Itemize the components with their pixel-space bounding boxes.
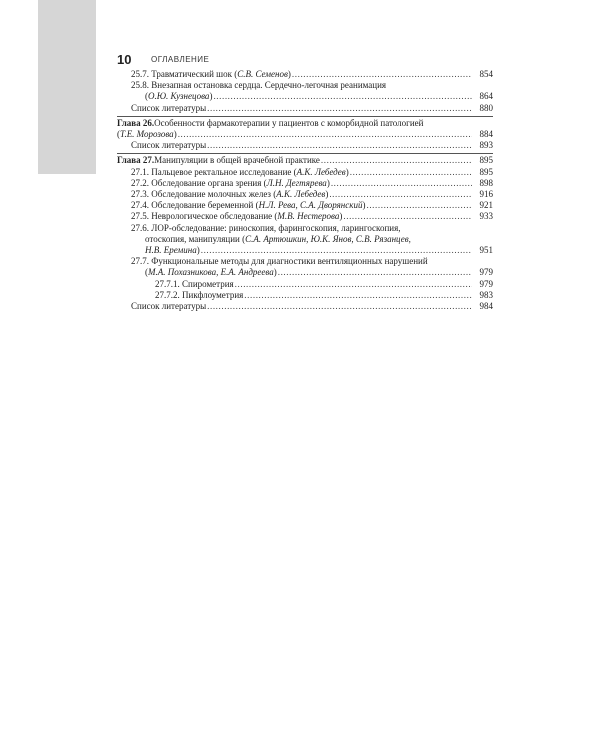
toc-entry-27-7-1[interactable]: 27.7.1. Спирометрия ..... 979: [117, 279, 493, 290]
page-edge-tab: [38, 0, 96, 174]
toc-entry-25-8-cont[interactable]: ( О.Ю. Кузнецова ) ..... 864: [117, 91, 493, 102]
toc-author: Л.Н. Дегтярева: [266, 177, 327, 188]
toc-author: А.К. Лебедев: [276, 189, 326, 200]
dot-leader: [207, 301, 472, 312]
toc-author: А.К. Лебедев: [296, 166, 346, 177]
toc-entry-27-6-cont[interactable]: отоскопия, манипуляции ( С.А. Артюшкин, Ю.К. Янов, С.В. Рязанцев,: [145, 233, 411, 244]
dot-leader: [178, 129, 472, 140]
toc-author: М.А. Похазникова, Е.А. Андреева: [148, 267, 274, 278]
dot-leader: [366, 200, 472, 211]
toc-page: 893: [479, 140, 493, 151]
dot-leader: [343, 211, 472, 222]
toc-page: 951: [479, 245, 493, 256]
toc-entry-27-6[interactable]: 27.6. ЛОР-обследование: риноскопия, фарингоскопия, ларингоскопия,: [131, 222, 401, 233]
dot-leader: [207, 140, 472, 151]
toc-entry-27-5[interactable]: 27.5. Неврологическое обследование ( М.В. Нестерова ) ..... 933: [117, 211, 493, 222]
toc-entry-25-8[interactable]: 25.8. Внезапная остановка сердца. Сердечно-легочная реанимация: [131, 80, 387, 91]
page-number: 10: [117, 52, 132, 67]
toc-author: М.В. Нестерова: [277, 211, 340, 222]
toc-chapter-27[interactable]: Глава 27. Манипуляции в общей врачебной практике ..... 895: [117, 153, 493, 166]
toc-entry-27-6-cont2[interactable]: Н.В. Еремина ) ..... 951: [117, 245, 493, 256]
toc-entry-27-7-cont[interactable]: ( М.А. Похазникова, Е.А. Андреева ) ..... 979: [117, 267, 493, 278]
toc-page: 933: [479, 211, 493, 222]
toc-author: Н.Л. Рева, С.А. Дворянский: [258, 200, 363, 211]
section-title: ОГЛАВЛЕНИЕ: [151, 55, 210, 64]
table-of-contents: [117, 69, 493, 312]
toc-entry-27-4[interactable]: 27.4. Обследование беременной ( Н.Л. Рева, С.А. Дворянский ) ..... 921: [117, 200, 493, 211]
dot-leader: [321, 155, 472, 166]
toc-entry-literature-25[interactable]: Список литературы ..... 880: [117, 103, 493, 114]
toc-page: 864: [479, 91, 493, 102]
chapter-label: Глава 26.: [117, 117, 155, 128]
toc-entry-27-7-2[interactable]: 27.7.2. Пикфлоуметрия ..... 983: [117, 290, 493, 301]
toc-page: 921: [479, 200, 493, 211]
toc-author: С.В. Семенов: [237, 69, 288, 79]
toc-author: Т.Е. Морозова: [120, 129, 174, 140]
dot-leader: [292, 69, 472, 80]
dot-leader: [201, 245, 472, 256]
toc-page: 895: [479, 166, 493, 177]
toc-entry-27-2[interactable]: 27.2. Обследование органа зрения ( Л.Н. Дегтярева ) ..... 898: [117, 178, 493, 189]
toc-chapter-26[interactable]: Глава 26. Особенности фармакотерапии у пациентов с коморбидной патологией: [117, 116, 493, 129]
toc-entry-literature-26[interactable]: Список литературы ..... 893: [117, 140, 493, 151]
dot-leader: [235, 279, 472, 290]
toc-entry-27-7[interactable]: 27.7. Функциональные методы для диагностики вентиляционных нарушений: [131, 256, 428, 267]
toc-page: 979: [479, 267, 493, 278]
dot-leader: [331, 178, 472, 189]
toc-page: 884: [479, 129, 493, 140]
toc-page: 880: [479, 102, 493, 113]
page-header: [117, 52, 480, 68]
toc-entry-literature-27[interactable]: Список литературы ..... 984: [117, 301, 493, 312]
chapter-label: Глава 27.: [117, 155, 155, 166]
toc-author: С.А. Артюшкин, Ю.К. Янов, С.В. Рязанцев,: [245, 233, 411, 244]
toc-author: Н.В. Еремина: [145, 245, 197, 256]
toc-chapter-26-cont[interactable]: ( Т.Е. Морозова ) ..... 884: [117, 129, 493, 140]
dot-leader: [329, 189, 472, 200]
toc-page: 916: [479, 189, 493, 200]
toc-page: 854: [479, 69, 493, 79]
dot-leader: [213, 91, 472, 102]
toc-author: О.Ю. Кузнецова: [148, 91, 210, 102]
toc-entry-27-1[interactable]: 27.1. Пальцевое ректальное исследование ( А.К. Лебедев ) ..... 895: [117, 167, 493, 178]
dot-leader: [244, 290, 472, 301]
toc-page: 983: [479, 289, 493, 300]
dot-leader: [207, 103, 472, 114]
toc-page: 979: [479, 278, 493, 289]
toc-page: 898: [479, 177, 493, 188]
toc-entry-27-3[interactable]: 27.3. Обследование молочных желез ( А.К. Лебедев ) ..... 916: [117, 189, 493, 200]
dot-leader: [278, 267, 472, 278]
toc-entry-25-7[interactable]: 25.7. Травматический шок ( С.В. Семенов ) ..... 854: [117, 69, 493, 80]
dot-leader: [350, 167, 472, 178]
toc-page: 984: [479, 301, 493, 312]
toc-page: 895: [479, 155, 493, 166]
